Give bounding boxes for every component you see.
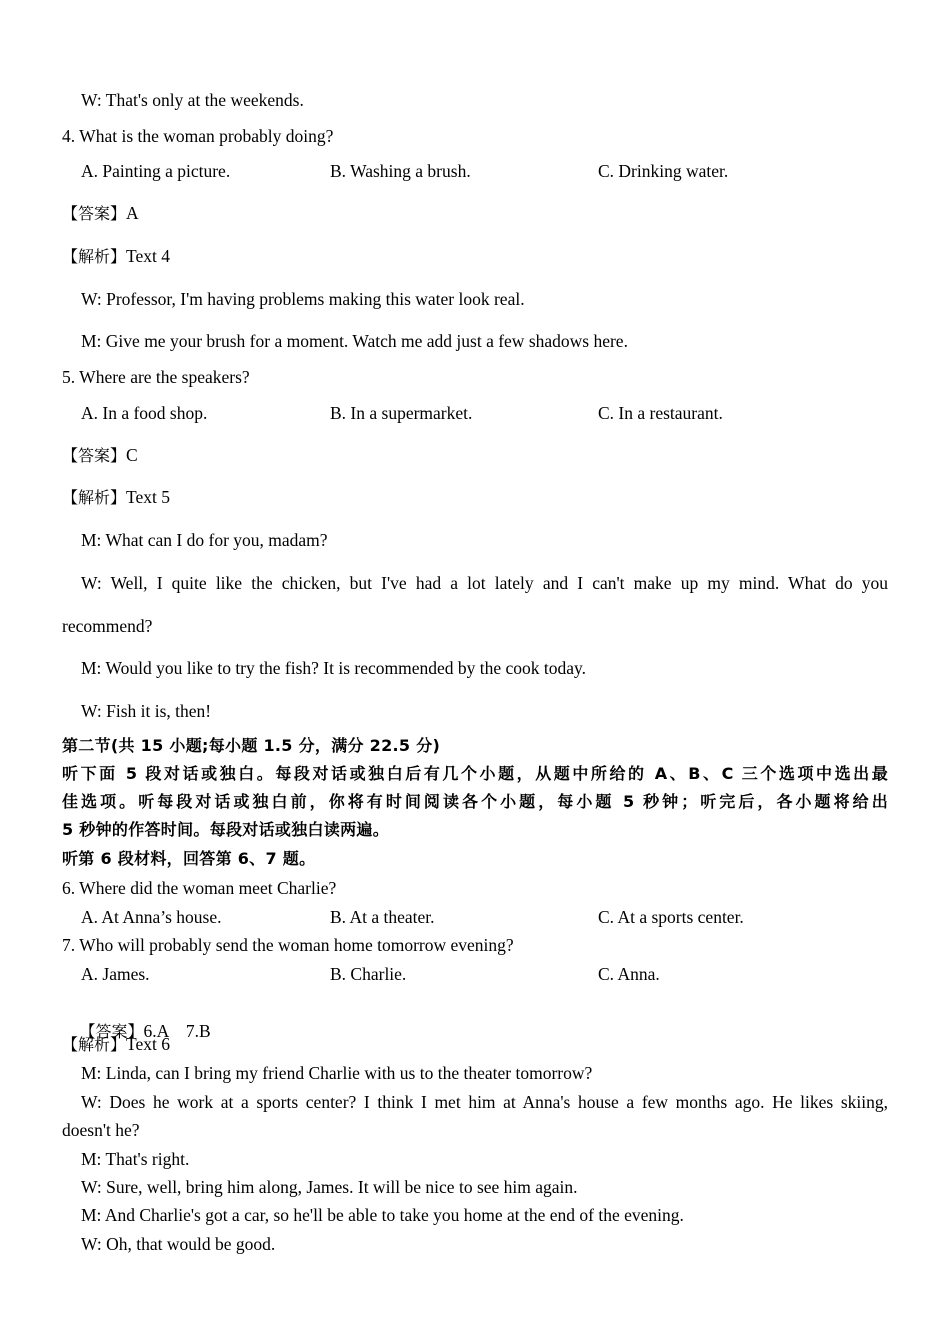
option-a: A. In a food shop. xyxy=(81,403,208,423)
section-heading: 第二节(共 15 小题;每小题 1.5 分，满分 22.5 分) xyxy=(62,736,441,755)
dialogue-line: W: Does he work at a sports center? I think I met him at Anna's house a few months ago. He likes skiing, xyxy=(81,1092,888,1112)
question-6: 6. Where did the woman meet Charlie? xyxy=(62,878,337,898)
answer-value: C xyxy=(126,445,138,465)
question-5-options xyxy=(81,402,888,424)
dialogue-line: M: Would you like to try the fish? It is recommended by the cook today. xyxy=(81,658,587,678)
option-c: C. At a sports center. xyxy=(598,907,744,927)
dialogue-line: W: Oh, that would be good. xyxy=(81,1234,276,1254)
dialogue-line: W: Well, I quite like the chicken, but I've had a lot lately and I can't make up my mind. What do you xyxy=(81,573,888,593)
option-b: B. At a theater. xyxy=(330,907,435,927)
option-b: B. In a supermarket. xyxy=(330,403,473,423)
answer-tag: 【答案】 xyxy=(79,1022,144,1041)
dialogue-line: W: Sure, well, bring him along, James. It will be nice to see him again. xyxy=(81,1177,578,1197)
dialogue-line-continued: doesn't he? xyxy=(62,1120,140,1140)
answer-tag: 【答案】 xyxy=(62,204,127,223)
option-b: B. Washing a brush. xyxy=(330,161,471,181)
instruction-line: 佳选项。听每段对话或独白前，你将有时间阅读各个小题，每小题 5 秒钟；听完后，各小题将给出 xyxy=(62,792,888,811)
explanation-tag: 【解析】 xyxy=(62,1035,127,1054)
instruction-line: 听第 6 段材料，回答第 6、7 题。 xyxy=(62,849,316,868)
option-b: B. Charlie. xyxy=(330,964,407,984)
explanation-tag: 【解析】 xyxy=(62,247,127,266)
dialogue-line: W: Fish it is, then! xyxy=(81,701,212,721)
explanation-line xyxy=(62,245,888,268)
option-c: C. Drinking water. xyxy=(598,161,729,181)
explanation-value: Text 6 xyxy=(126,1034,170,1054)
dialogue-line: M: Linda, can I bring my friend Charlie with us to the theater tomorrow? xyxy=(81,1063,593,1083)
explanation-value: Text 4 xyxy=(126,246,170,266)
answer-line xyxy=(62,202,888,225)
option-a: A. James. xyxy=(81,964,150,984)
question-4: 4. What is the woman probably doing? xyxy=(62,126,334,146)
explanation-tag: 【解析】 xyxy=(62,488,127,507)
explanation-line xyxy=(62,486,888,509)
instruction-line: 听下面 5 段对话或独白。每段对话或独白后有几个小题，从题中所给的 A、B、C 三个选项中选出最 xyxy=(62,764,888,783)
answer-tag: 【答案】 xyxy=(62,446,127,465)
explanation-line xyxy=(62,1033,888,1056)
option-a: A. At Anna’s house. xyxy=(81,907,222,927)
question-7: 7. Who will probably send the woman home tomorrow evening? xyxy=(62,935,514,955)
question-7-options xyxy=(81,963,888,985)
dialogue-line: W: Professor, I'm having problems making this water look real. xyxy=(81,289,525,309)
dialogue-line: M: What can I do for you, madam? xyxy=(81,530,328,550)
option-a: A. Painting a picture. xyxy=(81,161,231,181)
answer-value: A xyxy=(126,203,139,223)
explanation-value: Text 5 xyxy=(126,487,170,507)
question-6-options xyxy=(81,906,888,928)
dialogue-line: W: That's only at the weekends. xyxy=(81,90,304,110)
answer-line xyxy=(62,444,888,467)
instruction-line: 5 秒钟的作答时间。每段对话或独白读两遍。 xyxy=(62,820,390,839)
dialogue-line-continued: recommend? xyxy=(62,616,153,636)
dialogue-line: M: And Charlie's got a car, so he'll be able to take you home at the end of the evening. xyxy=(81,1205,684,1225)
question-5: 5. Where are the speakers? xyxy=(62,367,250,387)
question-4-options xyxy=(81,160,888,182)
dialogue-line: M: That's right. xyxy=(81,1149,190,1169)
answer-value: 6.A 7.B xyxy=(143,1021,211,1041)
option-c: C. Anna. xyxy=(598,964,660,984)
option-c: C. In a restaurant. xyxy=(598,403,723,423)
dialogue-line: M: Give me your brush for a moment. Watch me add just a few shadows here. xyxy=(81,331,628,351)
